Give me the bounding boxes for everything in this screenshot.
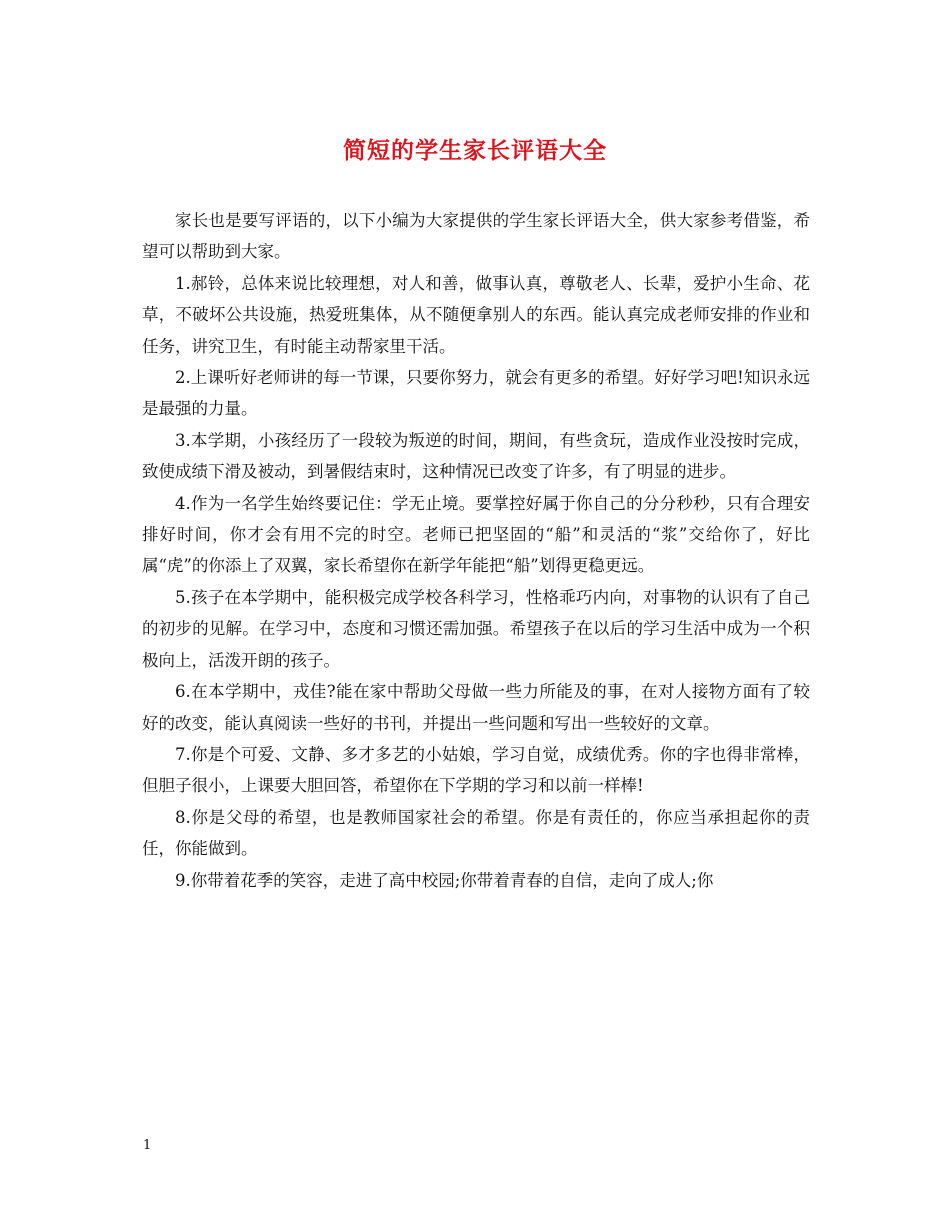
list-item: 8.你是父母的希望，也是教师国家社会的希望。你是有责任的，你应当承担起你的责任，你能做到。 <box>142 807 810 859</box>
list-item: 3.本学期，小孩经历了一段较为叛逆的时间，期间，有些贪玩，造成作业没按时完成，致使成绩下滑及被动，到暑假结束时，这种情况已改变了许多，有了明显的进步。 <box>142 430 810 482</box>
list-item: 6.在本学期中，戎佳?能在家中帮助父母做一些力所能及的事，在对人接物方面有了较好的改变，能认真阅读一些好的书刊，并提出一些问题和写出一些较好的文章。 <box>142 682 810 733</box>
list-item: 5.孩子在本学期中，能积极完成学校各科学习，性格乖巧内向，对事物的认识有了自己的初步的见解。在学习中，态度和习惯还需加强。希望孩子在以后的学习生活中成为一个积极向上，活泼开朗的孩子。 <box>142 587 810 670</box>
page-number: 1 <box>143 1138 152 1153</box>
list-item: 4.作为一名学生始终要记住：学无止境。要掌控好属于你自己的分分秒秒，只有合理安排好时间，你才会有用不完的时空。老师已把坚固的“船”和灵活的“浆”交给你了，好比属“虎”的你添上了双翼，家长希望你在新学年能把“船”划得更稳更远。 <box>142 493 810 576</box>
document-title: 简短的学生家长评语大全 <box>343 137 607 164</box>
document-body <box>142 205 810 896</box>
list-item: 1.郝铃，总体来说比较理想，对人和善，做事认真，尊敬老人、长辈，爱护小生命、花草，不破坏公共设施，热爱班集体，从不随便拿别人的东西。能认真完成老师安排的作业和任务，讲究卫生，有时能主动帮家里干活。 <box>142 273 810 356</box>
list-item: 2.上课听好老师讲的每一节课，只要你努力，就会有更多的希望。好好学习吧!知识永远是最强的力量。 <box>142 368 810 419</box>
list-item: 9.你带着花季的笑容，走进了高中校园;你带着青春的自信，走向了成人;你 <box>175 870 714 890</box>
list-item: 7.你是个可爱、文静、多才多艺的小姑娘，学习自觉，成绩优秀。你的字也得非常棒，但胆子很小，上课要大胆回答，希望你在下学期的学习和以前一样棒! <box>142 744 810 796</box>
intro-paragraph: 家长也是要写评语的，以下小编为大家提供的学生家长评语大全，供大家参考借鉴，希望可以帮助到大家。 <box>142 211 810 262</box>
